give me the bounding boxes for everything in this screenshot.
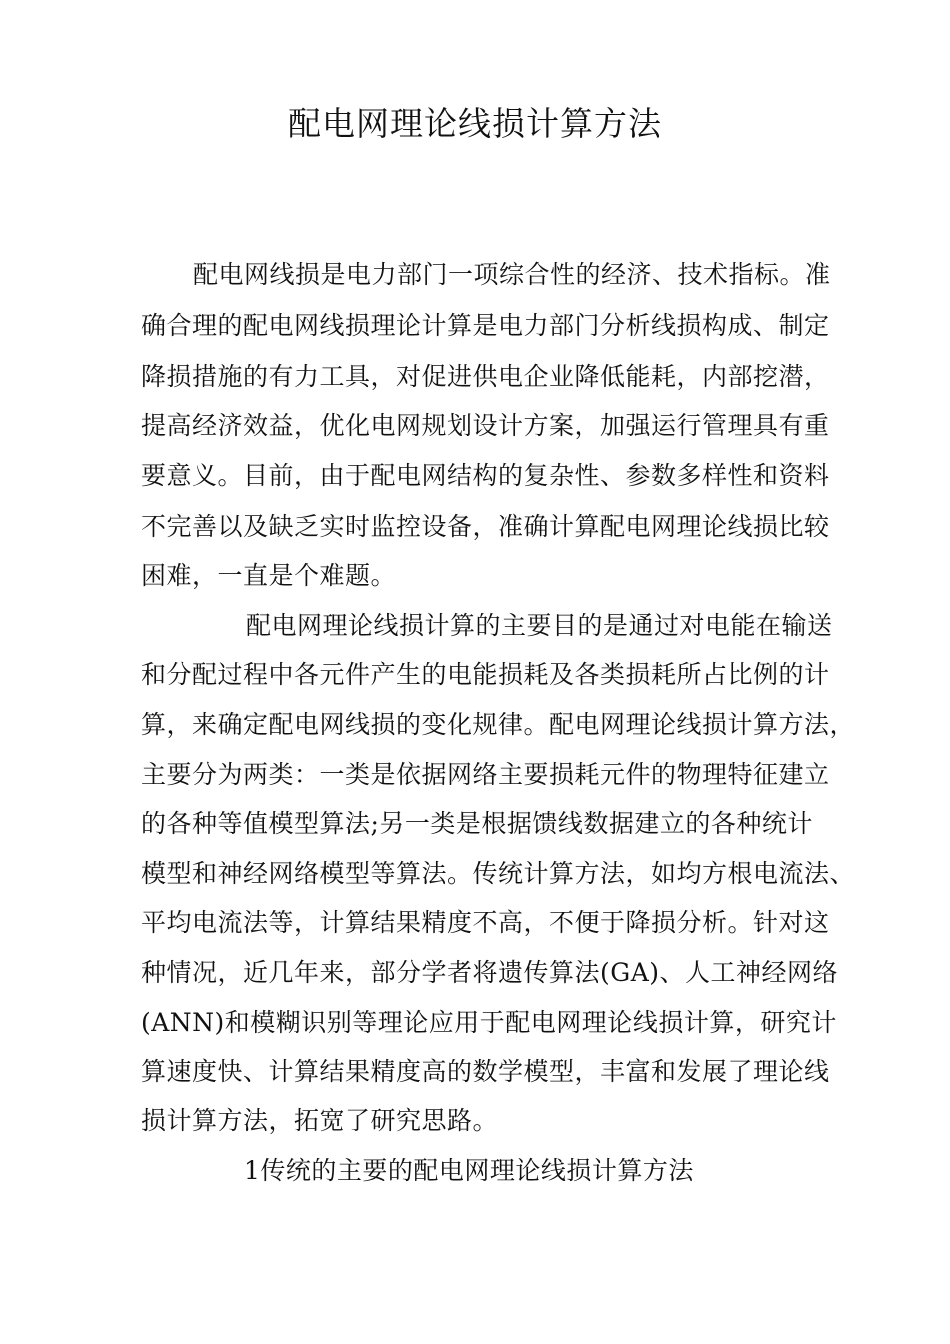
paragraph-line: 降损措施的有力工具，对促进供电企业降低能耗，内部挖潜， bbox=[141, 362, 830, 391]
paragraph-line: 种情况，近几年来，部分学者将遗传算法(GA)、人工神经网络 bbox=[141, 958, 839, 987]
section-heading: 1传统的主要的配电网理论线损计算方法 bbox=[244, 1156, 694, 1185]
paragraph-line: 和分配过程中各元件产生的电能损耗及各类损耗所占比例的计 bbox=[141, 660, 830, 689]
paragraph-line: 提高经济效益，优化电网规划设计方案，加强运行管理具有重 bbox=[141, 411, 830, 440]
paragraph-line: 平均电流法等，计算结果精度不高，不便于降损分析。针对这 bbox=[141, 908, 830, 937]
paragraph-line: 配电网理论线损计算的主要目的是通过对电能在输送 bbox=[246, 611, 833, 640]
paragraph-line: 确合理的配电网线损理论计算是电力部门分析线损构成、制定 bbox=[141, 311, 830, 340]
paragraph-line: 主要分为两类：一类是依据网络主要损耗元件的物理特征建立 bbox=[141, 760, 830, 789]
paragraph-line: 算速度快、计算结果精度高的数学模型，丰富和发展了理论线 bbox=[141, 1057, 830, 1086]
document-title: 配电网理论线损计算方法 bbox=[288, 104, 662, 143]
paragraph-line: (ANN)和模糊识别等理论应用于配电网理论线损计算，研究计 bbox=[141, 1008, 837, 1037]
paragraph-line: 算，来确定配电网线损的变化规律。配电网理论线损计算方法， bbox=[141, 710, 856, 739]
paragraph-line: 模型和神经网络模型等算法。传统计算方法，如均方根电流法、 bbox=[141, 859, 856, 888]
paragraph-line: 损计算方法，拓宽了研究思路。 bbox=[141, 1106, 499, 1135]
paragraph-line: 配电网线损是电力部门一项综合性的经济、技术指标。准 bbox=[193, 260, 831, 289]
paragraph-line: 困难，一直是个难题。 bbox=[141, 561, 397, 590]
paragraph-line: 不完善以及缺乏实时监控设备，准确计算配电网理论线损比较 bbox=[141, 512, 830, 541]
paragraph-line: 的各种等值模型算法;另一类是根据馈线数据建立的各种统计 bbox=[141, 809, 813, 838]
paragraph-line: 要意义。目前，由于配电网结构的复杂性、参数多样性和资料 bbox=[141, 461, 830, 490]
